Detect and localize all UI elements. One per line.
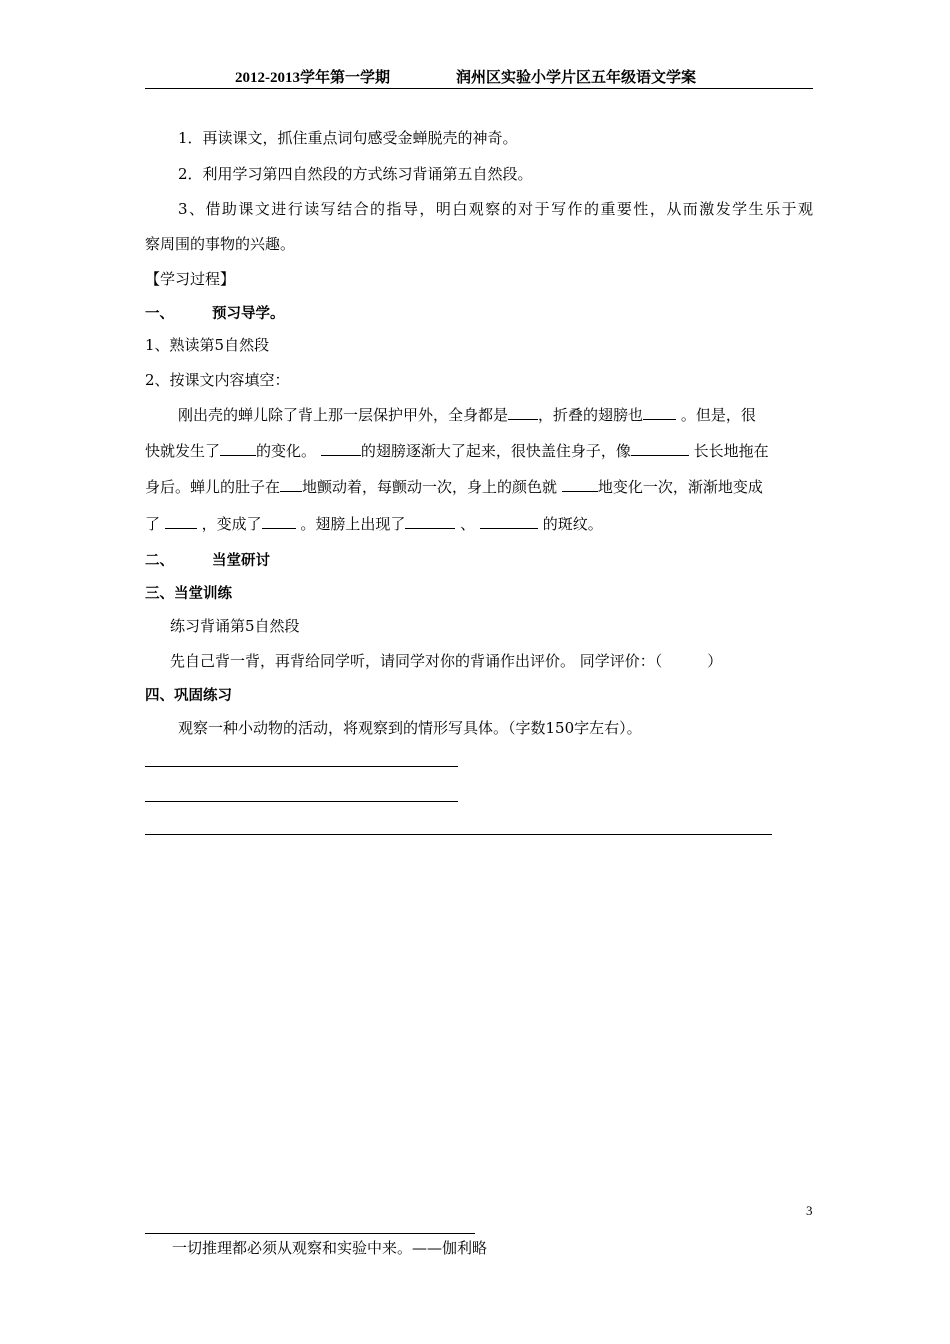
fill-blank[interactable] (321, 440, 361, 456)
fill-text: 地变化一次，渐渐地变成 (597, 478, 763, 496)
answer-line[interactable] (145, 801, 458, 802)
section3-heading: 三、当堂训练 (145, 586, 232, 602)
fill-blank[interactable] (220, 440, 256, 456)
section4-prompt: 观察一种小动物的活动，将观察到的情形写具体。（字数150字左右）。 (178, 719, 642, 737)
fill-text: 。但是，很 (680, 406, 756, 424)
fill-text: 、 (460, 515, 476, 533)
section3-line2: 先自己背一背，再背给同学听，请同学对你的背诵作出评价。 同学评价：（ ） (170, 652, 723, 670)
fill-text: 的斑纹。 (542, 515, 603, 533)
section1-heading (145, 302, 285, 323)
fill-blank[interactable] (165, 513, 197, 529)
fill-text: 长长地拖在 (693, 442, 769, 460)
fill-blank[interactable] (280, 476, 302, 492)
objective-3-cont: 察周围的事物的兴趣。 (145, 235, 296, 253)
section1-number: 一、 (145, 306, 174, 322)
objective-3: 3、借助课文进行读写结合的指导，明白观察的对于写作的重要性，从而激发学生乐于观 (178, 200, 813, 218)
section2-number: 二、 (145, 553, 174, 569)
fill-text: ，变成了 (201, 515, 262, 533)
fill-blank[interactable] (631, 440, 689, 456)
fill-text: 身后。蝉儿的肚子在 (145, 478, 281, 496)
fill-line-2 (145, 440, 769, 461)
fill-blank[interactable] (508, 404, 538, 420)
fill-blank[interactable] (562, 476, 598, 492)
fill-line-3 (145, 476, 763, 497)
objective-2: 2．利用学习第四自然段的方式练习背诵第五自然段。 (178, 165, 533, 183)
section2-title: 当堂研讨 (212, 553, 270, 569)
header-term: 2012-2013学年第一学期 (235, 70, 390, 86)
fill-text: 地颤动着，每颤动一次，身上的颜色就 (302, 478, 558, 496)
fill-blank[interactable] (643, 404, 676, 420)
fill-text: 的翅膀逐渐大了起来，很快盖住身子，像 (360, 442, 631, 460)
fill-text: 的变化。 (256, 442, 317, 460)
section1-title: 预习导学。 (212, 306, 285, 322)
fill-blank[interactable] (405, 513, 455, 529)
page-header (145, 66, 813, 89)
fill-line-4 (145, 513, 603, 534)
fill-blank[interactable] (262, 513, 296, 529)
fill-text: 刚出壳的蝉儿除了背上那一层保护甲外，全身都是 (178, 406, 509, 424)
answer-line[interactable] (145, 834, 772, 835)
process-heading: 【学习过程】 (145, 270, 236, 288)
answer-line[interactable] (145, 766, 458, 767)
section1-item2: 2、按课文内容填空： (145, 371, 290, 389)
section3-line1: 练习背诵第5自然段 (170, 617, 300, 635)
section4-heading: 四、巩固练习 (145, 688, 232, 704)
header-title: 润州区实验小学片区五年级语文学案 (456, 70, 697, 86)
fill-line-1 (178, 404, 756, 425)
footer-quote: 一切推理都必须从观察和实验中来。——伽利略 (172, 1239, 488, 1257)
section1-item1: 1、熟读第5自然段 (145, 336, 270, 354)
fill-text: ，折叠的翅膀也 (538, 406, 644, 424)
section2-heading (145, 549, 270, 570)
fill-text: 快就发生了 (145, 442, 221, 460)
page-number: 3 (806, 1203, 813, 1218)
fill-blank[interactable] (480, 513, 538, 529)
footnote-divider (145, 1233, 475, 1234)
objective-1: 1．再读课文，抓住重点词句感受金蝉脱壳的神奇。 (178, 129, 518, 147)
fill-text: 。翅膀上出现了 (300, 515, 406, 533)
fill-text: 了 (145, 515, 161, 533)
